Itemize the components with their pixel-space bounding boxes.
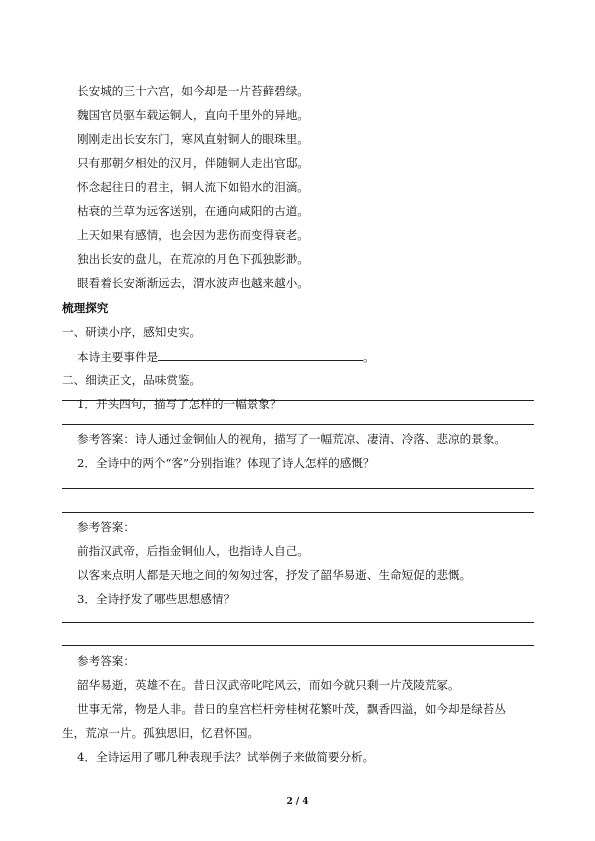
q3-answer-line-1: 韶华易逝，英雄不在。昔日汉武帝叱咤风云，而如今就只剩一片茂陵荒冢。: [77, 678, 460, 692]
poem-line-3: 刚刚走出长安东门，寒风直射铜人的眼珠里。: [77, 132, 309, 146]
poem-line-5: 怀念起往日的君主，铜人流下如铅水的泪滴。: [77, 180, 309, 194]
poem-line-9: 眼看着长安渐渐远去，渭水波声也越来越小。: [77, 276, 309, 290]
q4-question: 4．全诗运用了哪几种表现手法？试举例子来做简要分析。: [77, 750, 375, 764]
fill-suffix: 。: [363, 350, 375, 364]
q3-answer-line-2b: 生，荒凉一片。孤独思旧，忆君怀国。: [62, 726, 260, 740]
q2-answer-label: 参考答案：: [77, 520, 135, 534]
q1-question: 1．开头四句，描写了怎样的一幅景象？: [77, 397, 282, 411]
section-title: 梳理探究: [62, 301, 109, 315]
poem-line-6: 枯衰的兰草为远客送别，在通向咸阳的古道。: [77, 204, 309, 218]
fill-blank[interactable]: [158, 349, 363, 361]
part1-fill-line: [77, 349, 375, 364]
q1-answer-rule-1: [62, 400, 534, 401]
q3-answer-rule-2: [62, 645, 534, 646]
q1-answer-rule-2: [62, 424, 534, 425]
poem-line-4: 只有那朝夕相处的汉月，伴随铜人走出官邸。: [77, 156, 309, 170]
poem-line-2: 魏国官员驱车载运铜人，直向千里外的异地。: [77, 108, 309, 122]
part2-heading: 二、细读正文，品味赏鉴。: [62, 373, 202, 387]
poem-line-1: 长安城的三十六宫，如今却是一片苔藓碧绿。: [77, 84, 309, 98]
q2-answer-line-1: 前指汉武帝，后指金铜仙人，也指诗人自己。: [77, 544, 309, 558]
q2-question: 2．全诗中的两个“客”分别指谁？体现了诗人怎样的感慨？: [77, 456, 375, 470]
poem-line-8: 独出长安的盘儿，在荒凉的月色下孤独影渺。: [77, 252, 309, 266]
fill-prefix: 本诗主要事件是: [77, 350, 159, 364]
page-number: 2 / 4: [286, 797, 309, 807]
q3-answer-label: 参考答案：: [77, 654, 135, 668]
q1-answer: 参考答案：诗人通过金铜仙人的视角，描写了一幅荒凉、凄清、冷落、悲凉的景象。: [77, 432, 506, 446]
q3-question: 3．全诗抒发了哪些思想感情？: [77, 592, 236, 606]
q3-answer-line-2a: 世事无常，物是人非。昔日的皇宫栏杆旁桂树花繁叶茂，飘香四溢，如今却是绿苔丛: [77, 702, 506, 716]
q2-answer-rule-2: [62, 512, 534, 513]
poem-line-7: 上天如果有感情，也会因为悲伤而变得衰老。: [77, 228, 309, 242]
q2-answer-line-2: 以客来点明人都是天地之间的匆匆过客，抒发了韶华易逝、生命短促的悲慨。: [77, 568, 472, 582]
q3-answer-rule-1: [62, 622, 534, 623]
part1-heading: 一、研读小序，感知史实。: [62, 325, 202, 339]
q2-answer-rule-1: [62, 488, 534, 489]
